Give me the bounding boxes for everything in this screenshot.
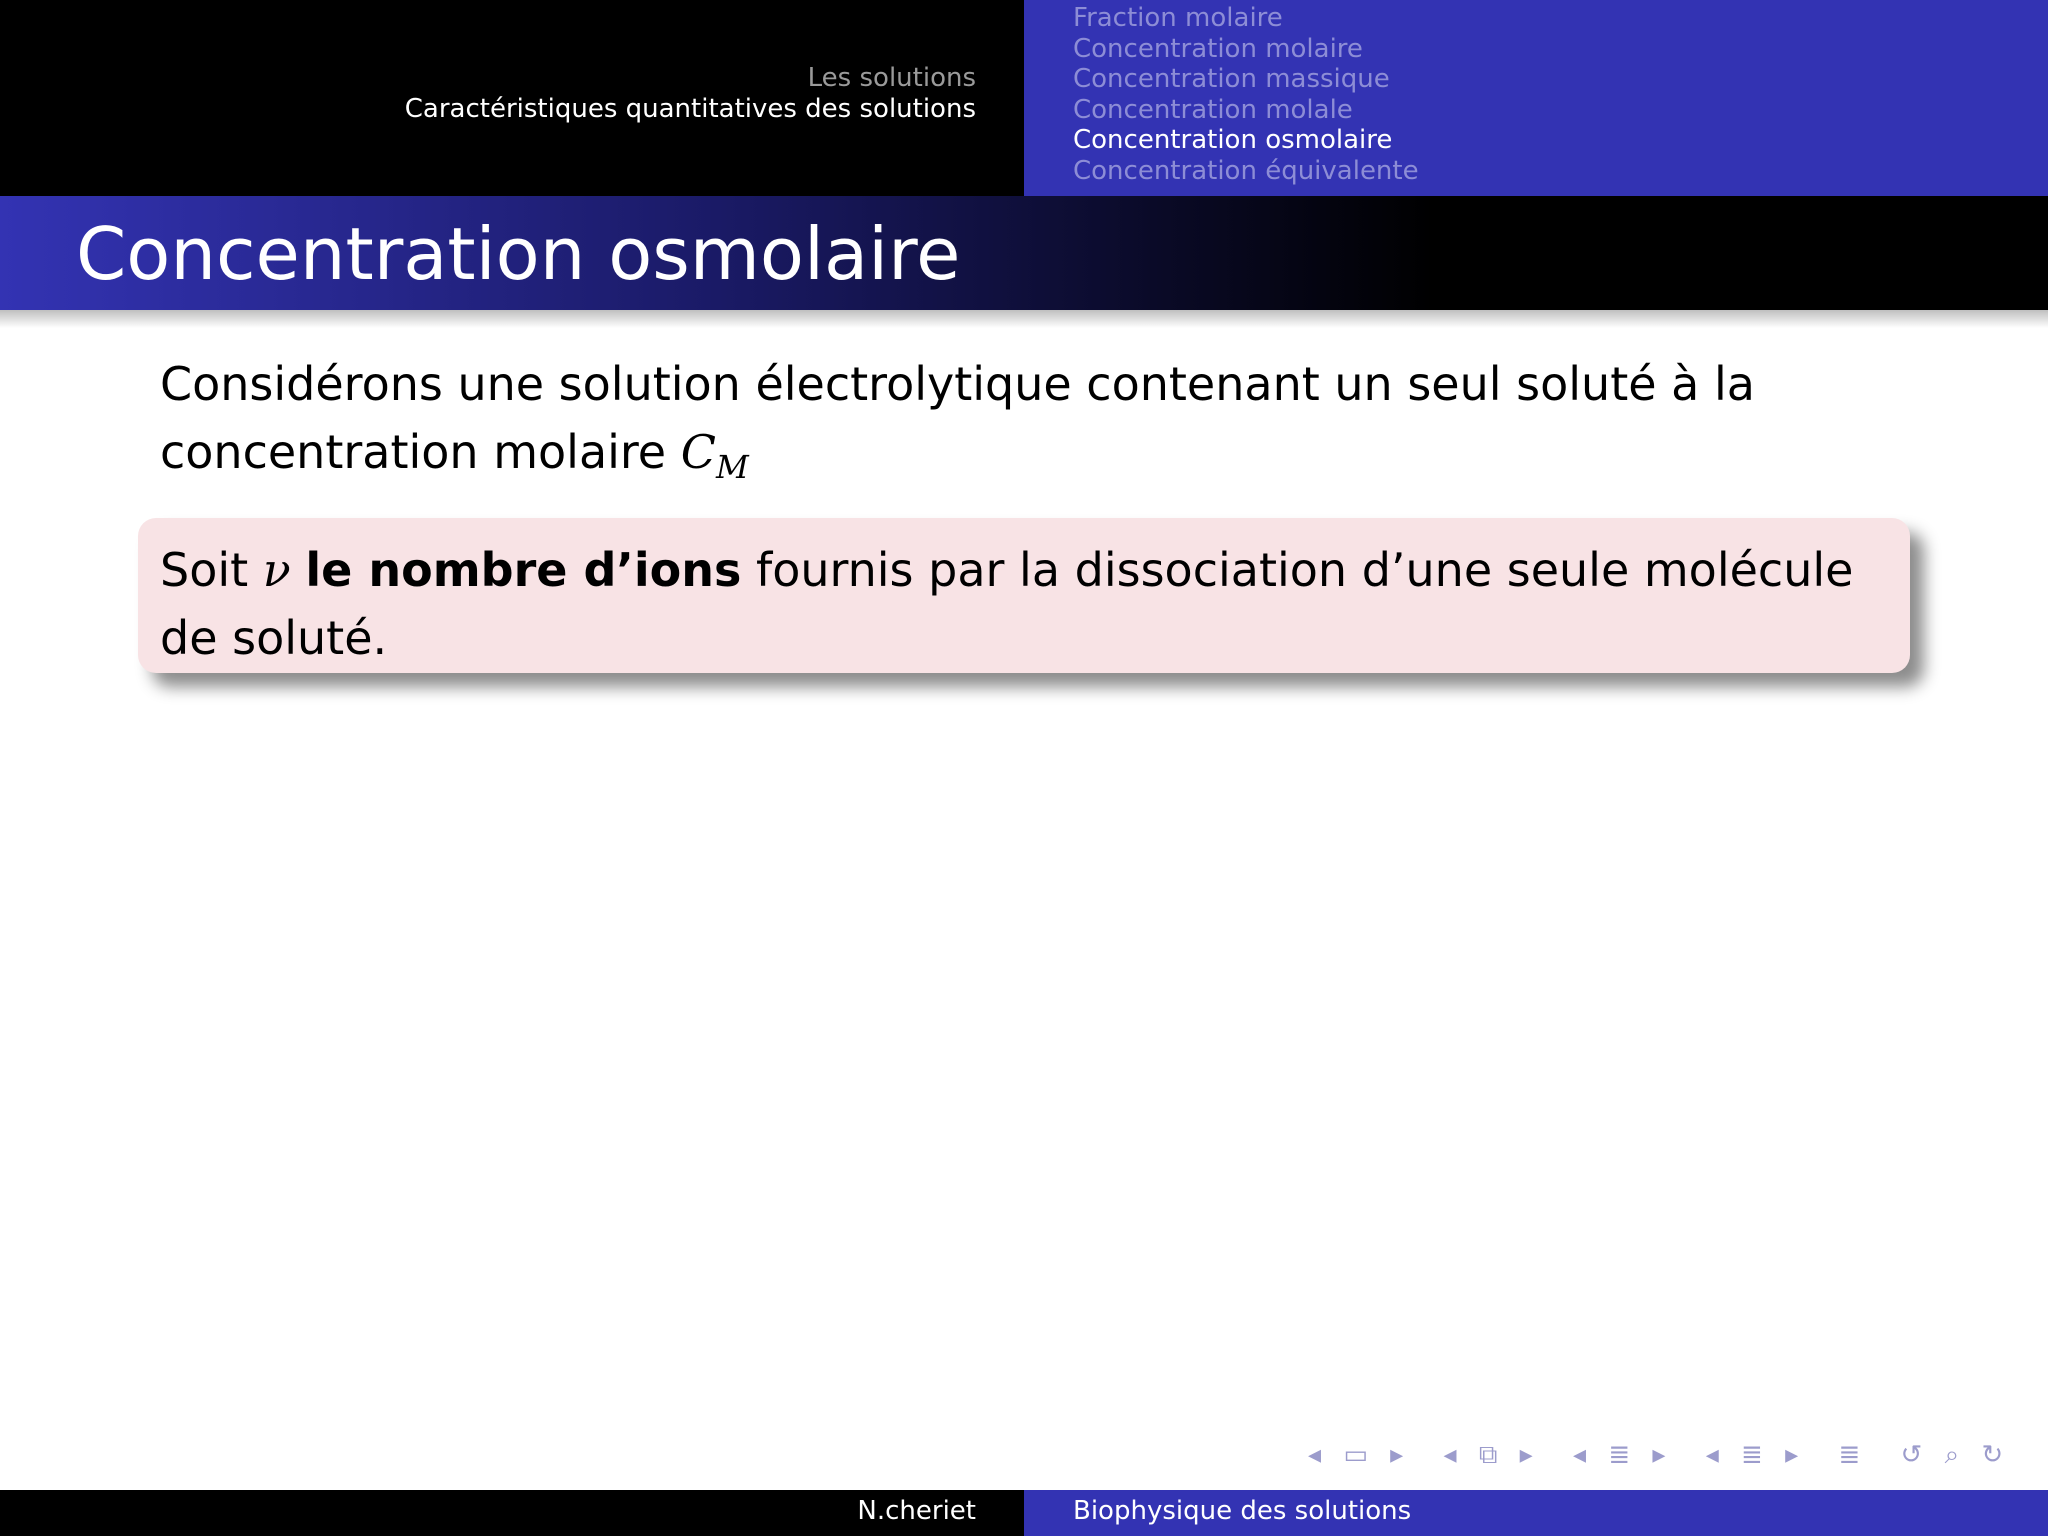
slide-title: Concentration osmolaire [76,212,961,296]
toc-item-concentration-molaire[interactable]: Concentration molaire [1073,33,1363,64]
toc-item-concentration-equivalente[interactable]: Concentration équivalente [1073,155,1419,186]
toc-icon[interactable]: ≣ [1838,1440,1861,1470]
header-section[interactable]: Les solutions [807,63,976,93]
undo-icon[interactable]: ↺ [1900,1440,1923,1470]
footer-left [0,1490,1024,1536]
redo-icon[interactable]: ↻ [1981,1440,2004,1470]
nu-symbol: ν [262,543,291,597]
definition-bold: le nombre d’ions [305,543,742,597]
concentration-symbol: $C_M$ [680,425,749,486]
definition-text: Soit ν le nombre d’ions fournis par la dissociation d’une seule molécule de soluté. [160,543,1854,665]
slide-paragraph [160,350,1960,501]
arrow-right-icon[interactable]: ▸ [1390,1440,1404,1470]
section-icon[interactable]: ≣ [1608,1440,1631,1470]
arrow-left-icon[interactable]: ◂ [1573,1440,1587,1470]
footer-right [1024,1490,2048,1536]
toc-item-concentration-molale[interactable]: Concentration molale [1073,94,1353,125]
toc-item-concentration-osmolaire[interactable]: Concentration osmolaire [1073,125,1393,156]
subsection-icon[interactable]: ⧉ [1478,1440,1498,1470]
arrow-left-icon[interactable]: ◂ [1443,1440,1457,1470]
search-icon[interactable]: ⌕ [1944,1440,1960,1470]
toc-item-concentration-massique[interactable]: Concentration massique [1073,64,1390,95]
header-left [0,0,1024,196]
header-toc [1024,0,2048,196]
definition-block [138,518,1910,673]
frame-title-bar [0,196,2048,310]
toc-icon[interactable]: ≣ [1741,1440,1763,1470]
toc-list [1073,3,1419,187]
arrow-right-icon[interactable]: ▸ [1785,1440,1799,1470]
footer-title: Biophysique des solutions [1073,1496,1412,1526]
header-subsection[interactable]: Caractéristiques quantitatives des solutions [404,94,976,124]
arrow-left-icon[interactable]: ◂ [1705,1440,1719,1470]
footer-author: N.cheriet [857,1496,976,1526]
frame-icon[interactable]: ▭ [1343,1440,1368,1470]
paragraph-text: Considérons une solution électrolytique contenant un seul soluté à la concentration molaire [160,357,1755,479]
beamer-navigation [1308,1440,2017,1476]
arrow-left-icon[interactable]: ◂ [1308,1440,1322,1470]
toc-item-fraction-molaire[interactable]: Fraction molaire [1073,3,1283,33]
title-shadow [0,310,2048,328]
arrow-right-icon[interactable]: ▸ [1652,1440,1666,1470]
arrow-right-icon[interactable]: ▸ [1519,1440,1533,1470]
